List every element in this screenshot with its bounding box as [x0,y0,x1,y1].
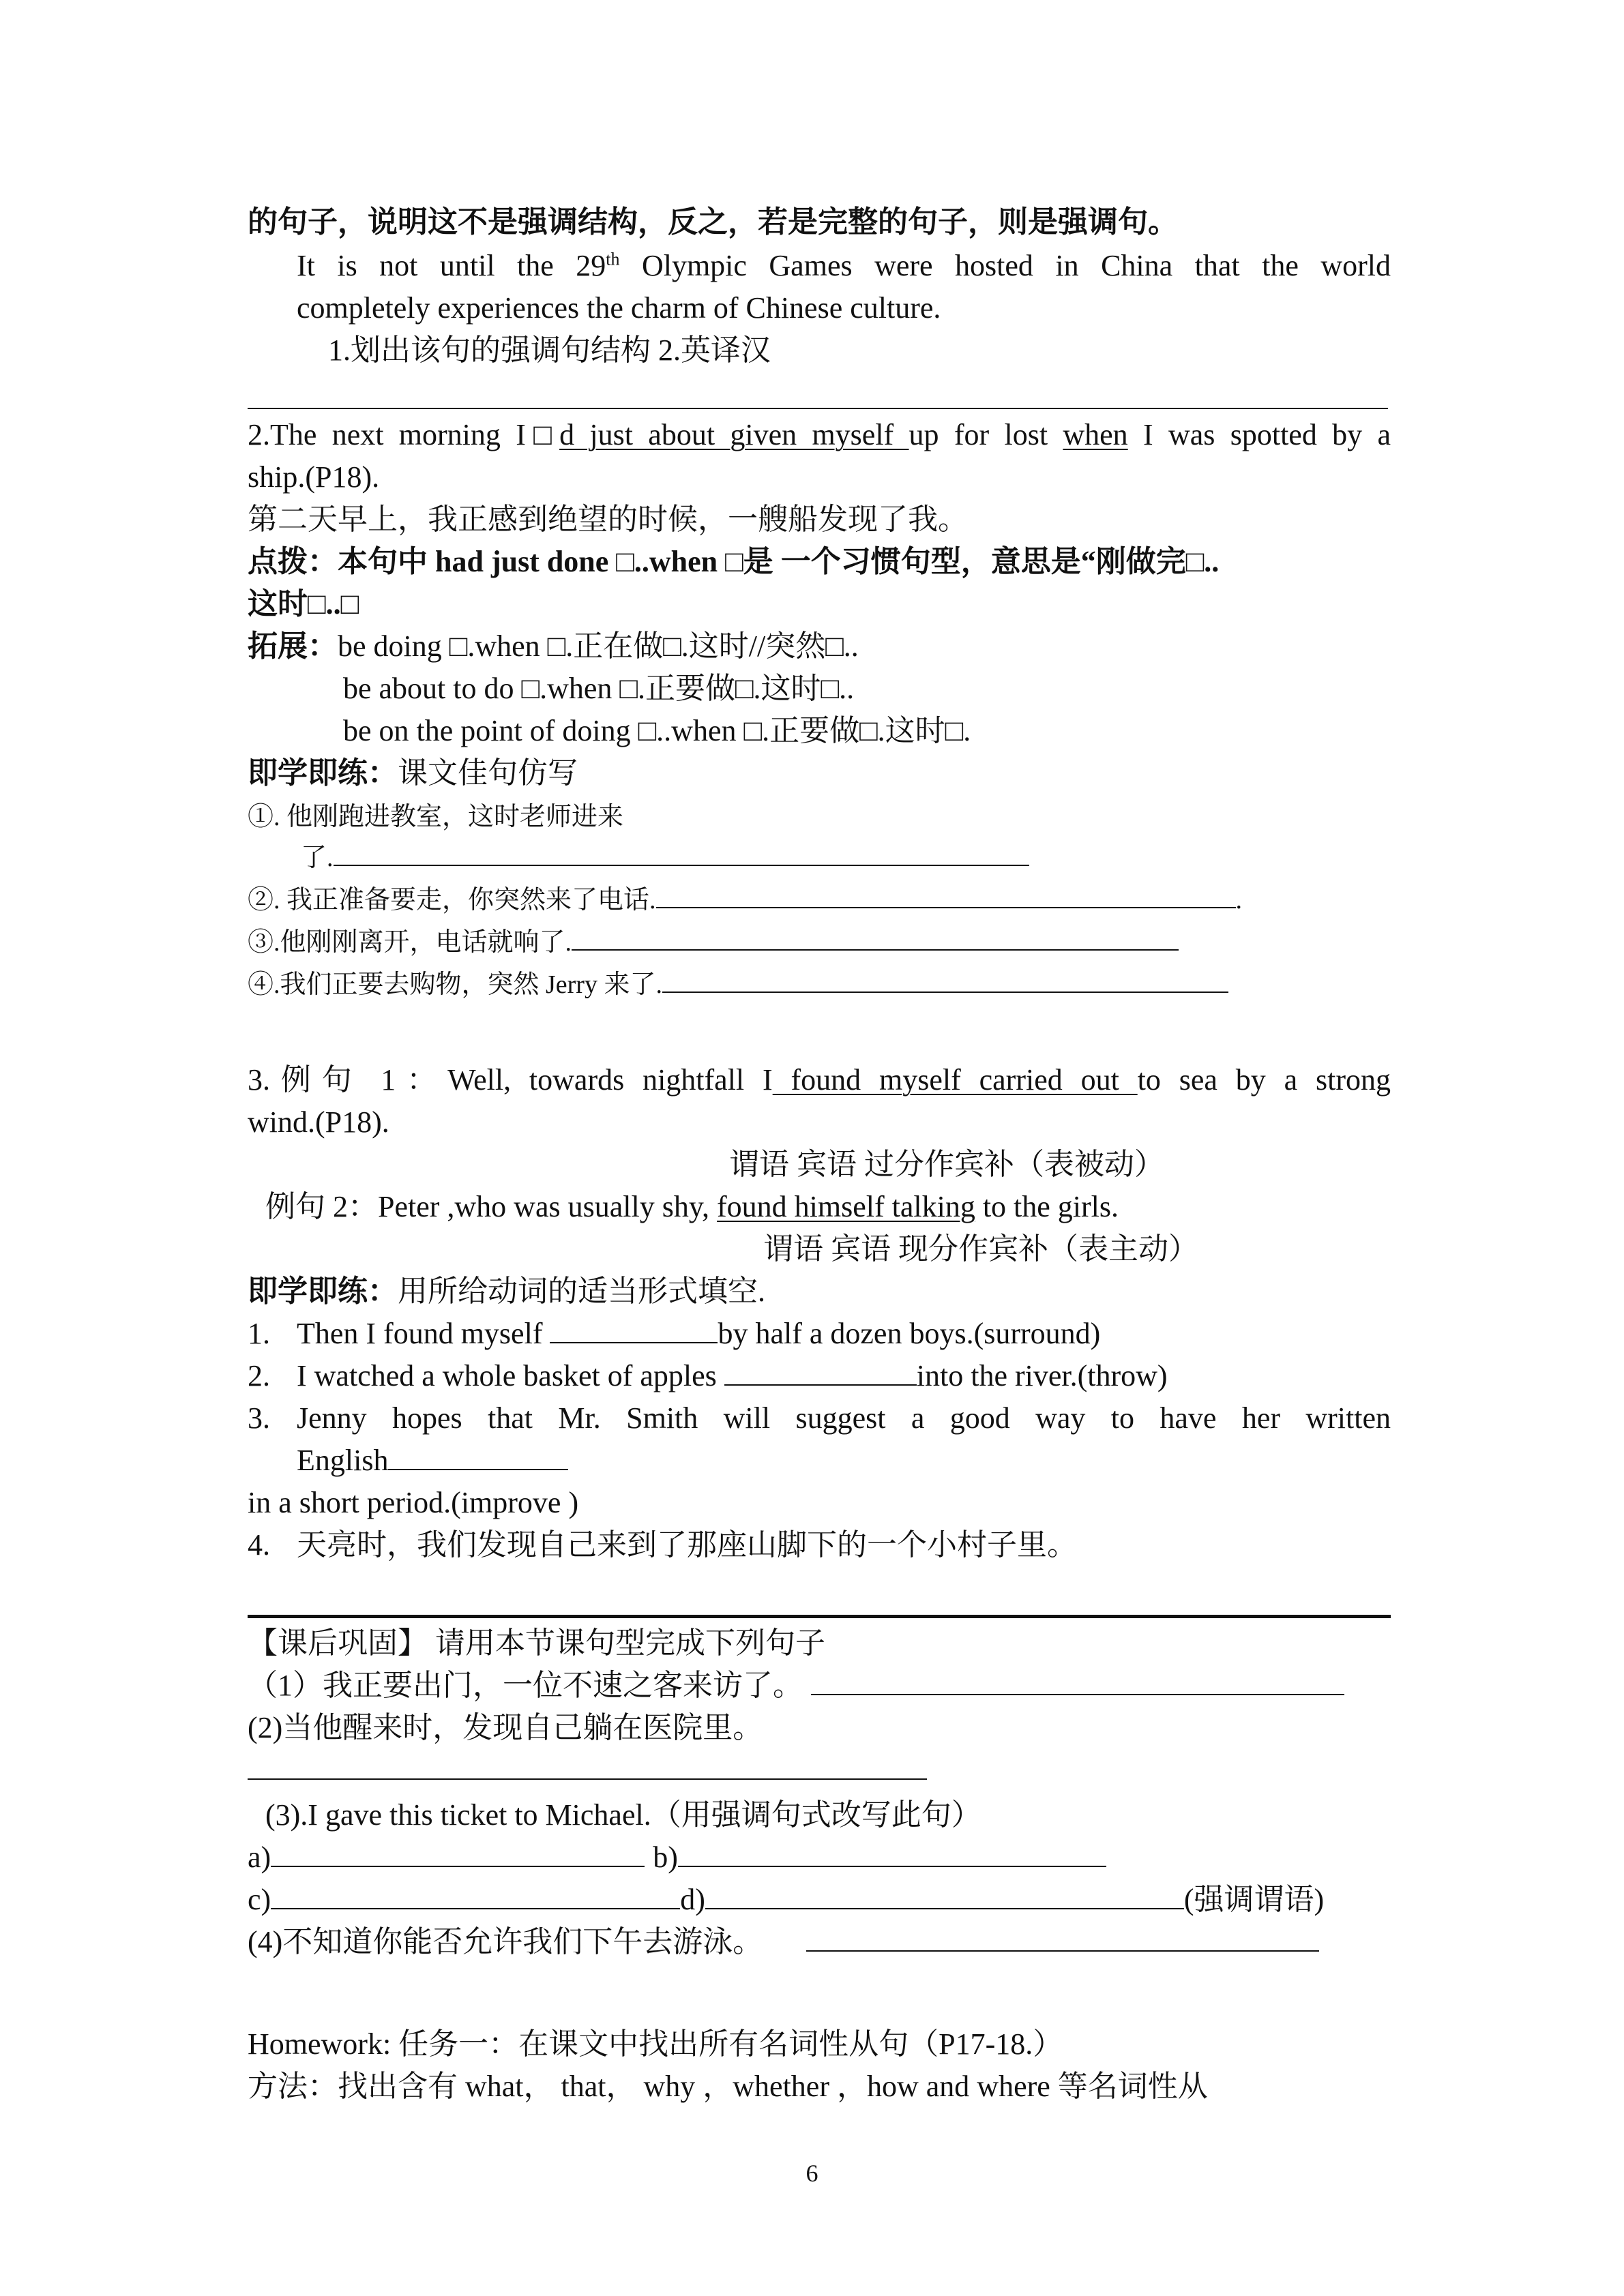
fill-1: Then I found myself by half a dozen boys.(surround) [297,1313,1100,1354]
answer-blank-c[interactable] [271,1881,680,1909]
practice-q2: ②. 我正准备要走，你突然来了电话. . [248,880,1242,921]
review-q3-ab: a) b) [248,1837,1106,1878]
fill-2: I watched a whole basket of apples into the river.(throw) [297,1356,1168,1397]
answer-blank-d[interactable] [705,1881,1184,1909]
extension-1: 拓展：be doing □.when □.正在做□.这时//突然□.. [248,629,859,663]
item3-example1-line2: wind.(P18). [248,1105,389,1139]
homework-method: 方法：找出含有 what， that， why ，whether ，how and where 等名词性从 [248,2070,1208,2103]
fill-4-num: 4. [248,1528,270,1562]
fill-3: Jenny hopes that Mr. Smith will suggest a good way to have her written [297,1401,1391,1435]
example-sentence-line1: It is not until the 29th Olympic Games were hosted in China that the world [297,249,1391,282]
extension-3: be on the point of doing □..when □.正要做□.这时□. [343,714,971,747]
review-q2: (2)当他醒来时，发现自己躺在医院里。 [248,1711,763,1744]
fill-4: 天亮时，我们发现自己来到了那座山脚下的一个小村子里。 [297,1528,1077,1562]
review-q3: (3).I gave this ticket to Michael.（用强调句式改写此句） [265,1798,981,1832]
answer-blank[interactable] [388,1442,568,1470]
answer-blank[interactable] [662,964,1228,993]
fill-heading: 即学即练：用所给动词的适当形式填空. [248,1274,765,1308]
section-divider [248,1615,1391,1618]
review-q3-cd: c) d) (强调谓语) [248,1879,1324,1920]
review-q4: (4)不知道你能否允许我们下午去游泳。 [248,1922,1319,1963]
answer-line[interactable] [248,1778,927,1780]
answer-blank[interactable] [550,1315,718,1343]
answer-blank[interactable] [806,1923,1319,1952]
example1-gloss: 谓语 宾语 过分作宾补（表被动） [729,1148,1164,1181]
review-q1: （1）我正要出门，一位不速之客来访了。 [248,1665,1344,1706]
answer-blank-a[interactable] [271,1838,645,1867]
task-instructions: 1.划出该句的强调句结构 2.英译汉 [328,333,771,367]
intro-text: 的句子，说明这不是强调结构，反之，若是完整的句子，则是强调句。 [248,205,1178,239]
item2-translation: 第二天早上，我正感到绝望的时候，一艘船发现了我。 [248,503,968,536]
tip-line1: 点拨：本句中 had just done □..when □是 一个习惯句型，意思是“刚做完□.. [248,545,1220,578]
answer-blank-b[interactable] [678,1838,1106,1867]
practice-q4: ④.我们正要去购物，突然 Jerry 来了. [248,964,1228,1005]
fill-3-end: in a short period.(improve ) [248,1486,579,1519]
practice-q1: ①. 他刚跑进教室，这时老师进来 [248,803,624,831]
review-heading: 【课后巩固】 请用本节课句型完成下列句子 [248,1626,825,1660]
fill-3-num: 3. [248,1401,270,1435]
item3-example2: 例句 2：Peter ,who was usually shy, found himself talking to the girls. [265,1190,1119,1223]
example2-gloss: 谓语 宾语 现分作宾补（表主动） [763,1232,1198,1266]
fill-1-num: 1. [248,1317,270,1350]
item3-example1: 3.例句 1：Well, towards nightfall I found myself carried out to sea by a strong [248,1063,1391,1097]
item2-sentence-line2: ship.(P18). [248,460,380,494]
homework-task: Homework: 任务一：在课文中找出所有名词性从句（P17-18.） [248,2027,1063,2061]
answer-blank[interactable] [656,880,1236,908]
answer-blank[interactable] [334,837,1029,866]
extension-2: be about to do □.when □.正要做□.这时□.. [343,672,855,705]
answer-blank[interactable] [572,922,1179,951]
fill-3-cont: English [297,1440,568,1481]
item2-sentence: 2.The next morning I□d just about given myself up for lost when I was spotted by a [248,418,1391,451]
practice-q3: ③.他刚刚离开，电话就响了. [248,922,1179,963]
fill-2-num: 2. [248,1359,270,1392]
page-number: 6 [806,2160,818,2187]
tip-line2: 这时□..□ [248,587,359,621]
answer-blank[interactable] [724,1357,917,1386]
practice-q1-cont: 了. [301,837,1029,878]
example-sentence-line2: completely experiences the charm of Chinese culture. [297,291,941,325]
answer-blank[interactable] [811,1667,1344,1695]
answer-line[interactable] [248,408,1388,409]
practice-heading: 即学即练：课文佳句仿写 [248,756,578,790]
